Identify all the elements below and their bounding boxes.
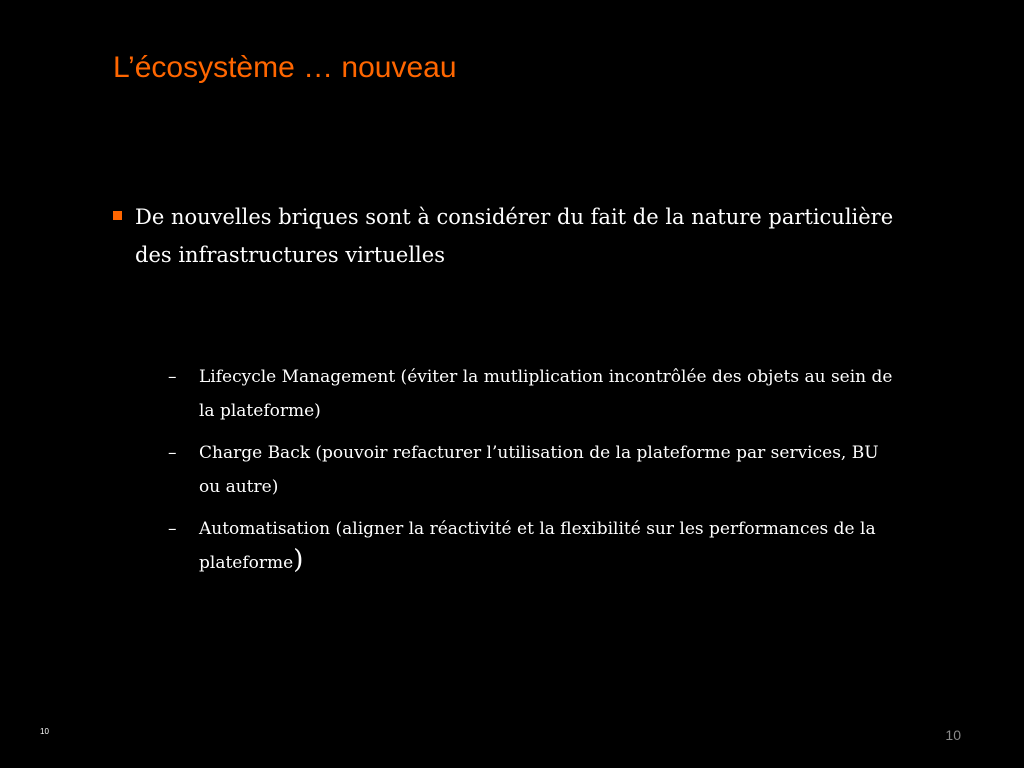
square-bullet-icon xyxy=(113,211,122,220)
dash-bullet-icon: – xyxy=(168,519,177,539)
sub-bullet-item xyxy=(168,512,903,580)
sub-bullet-text-wrapper xyxy=(199,512,903,580)
page-number: 10 xyxy=(945,727,961,743)
sub-bullet-item xyxy=(168,360,903,428)
sub-bullet-item xyxy=(168,436,903,504)
sub-bullet-text: Automatisation (aligner la réactivité et la flexibilité sur les performances de la plateforme xyxy=(199,519,876,573)
footer-number: 10 xyxy=(40,727,49,736)
bullet-item xyxy=(113,198,913,274)
dash-bullet-icon: – xyxy=(168,367,177,387)
bullet-text: De nouvelles briques sont à considérer du fait de la nature particulière des infrastructures virtuelles xyxy=(135,205,894,267)
sub-bullet-list xyxy=(168,360,903,588)
sub-bullet-text: Lifecycle Management (éviter la mutliplication incontrôlée des objets au sein de la plateforme) xyxy=(199,367,893,421)
dash-bullet-icon: – xyxy=(168,443,177,463)
sub-bullet-text: Charge Back (pouvoir refacturer l’utilisation de la plateforme par services, BU ou autre) xyxy=(199,443,879,497)
closing-parenthesis: ) xyxy=(293,545,304,575)
slide-title: L’écosystème … nouveau xyxy=(113,51,457,84)
